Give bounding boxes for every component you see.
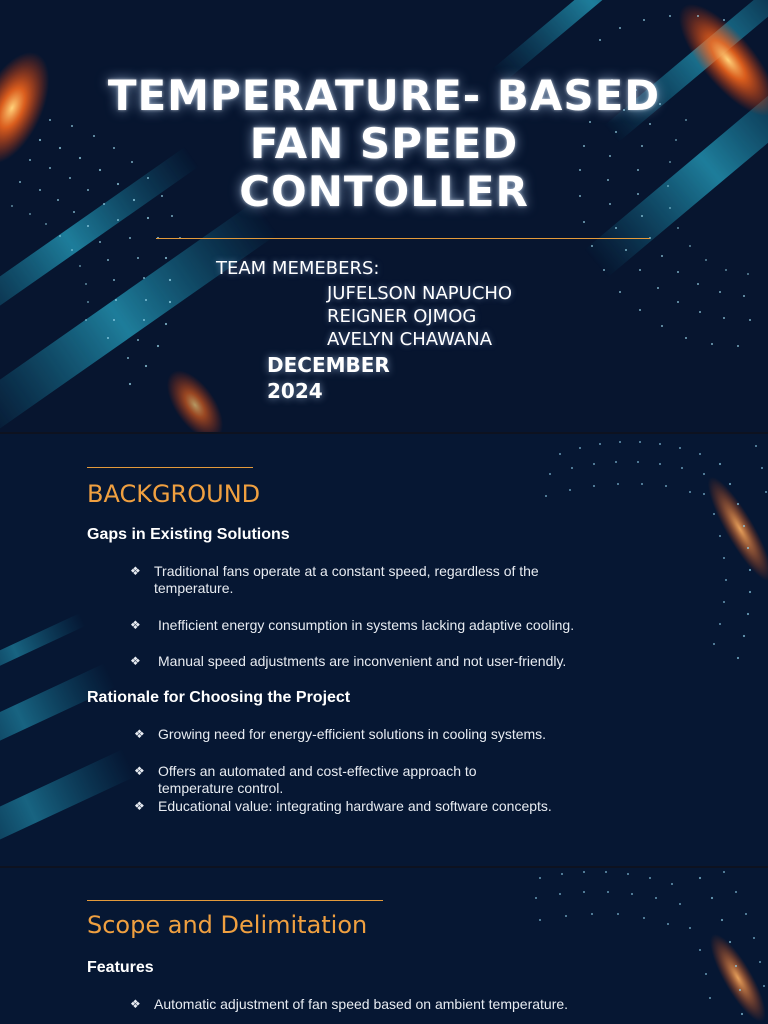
diamond-bullet-icon: ❖ [134,727,145,741]
list-item [130,563,590,597]
list-item-text: Educational value: integrating hardware and software concepts. [158,798,552,814]
list-item-text: Manual speed adjustments are inconvenient and not user-friendly. [158,653,567,669]
list-item [134,763,494,797]
list-item [134,798,614,815]
diamond-bullet-icon: ❖ [134,764,145,778]
team-member: JUFELSON NAPUCHO [327,283,513,304]
heading-underline [87,467,253,468]
title-line: CONTOLLER [239,167,529,216]
list-item-text: Traditional fans operate at a constant speed, regardless of the temperature. [154,563,539,596]
date-year: 2024 [267,379,323,403]
list-item-text: Automatic adjustment of fan speed based on ambient temperature. [154,996,569,1012]
title-slide [0,0,768,432]
title-line: FAN SPEED [249,119,519,168]
presentation-date [267,352,390,404]
diamond-bullet-icon: ❖ [130,654,141,668]
scope-slide [0,868,768,1024]
section-title: Gaps in Existing Solutions [87,526,290,543]
list-item [130,653,630,670]
slide-heading: BACKGROUND [87,480,261,508]
background-slide [0,434,768,866]
diamond-bullet-icon: ❖ [130,997,141,1011]
team-member: AVELYN CHAWANA [327,329,493,350]
diamond-bullet-icon: ❖ [130,564,141,578]
title-line: TEMPERATURE- BASED [107,71,661,120]
presentation-title [94,72,674,216]
date-month: DECEMBER [267,353,390,377]
list-item [134,726,614,743]
cyan-streaks [0,613,136,866]
title-divider [156,238,650,239]
diamond-bullet-icon: ❖ [130,618,141,632]
section-title: Features [87,959,154,976]
heading-underline [87,900,383,901]
particle-dots-right [535,871,765,1015]
team-label: TEAM MEMEBERS: [216,258,380,279]
list-item-text: Offers an automated and cost-effective approach to temperature control. [158,763,477,796]
diamond-bullet-icon: ❖ [134,799,145,813]
list-item [130,617,630,634]
list-item-text: Growing need for energy-efficient solutions in cooling systems. [158,726,547,742]
list-item-text: Inefficient energy consumption in systems lacking adaptive cooling. [158,617,575,633]
list-item [130,996,630,1013]
slide-heading: Scope and Delimitation [87,911,368,939]
section-title: Rationale for Choosing the Project [87,689,351,706]
team-member: REIGNER OJMOG [327,306,477,327]
